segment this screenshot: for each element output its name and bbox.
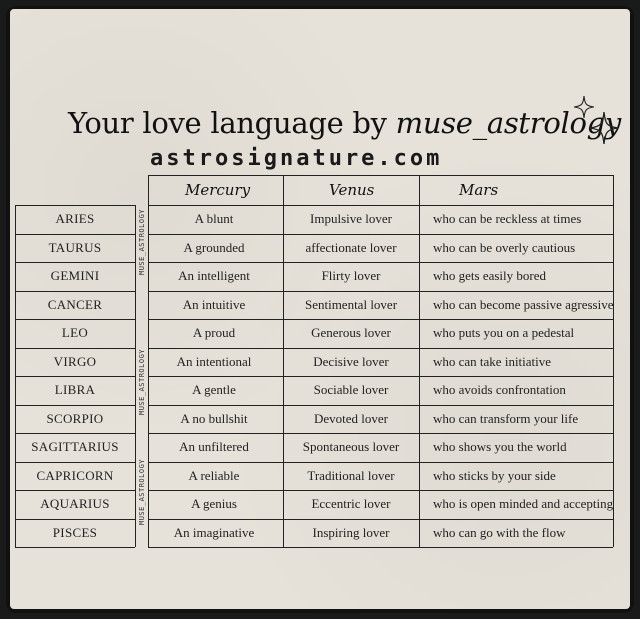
sign-cell: VIRGO bbox=[53, 353, 97, 369]
mercury-cell: A grounded bbox=[183, 239, 245, 255]
mercury-cell: An unfiltered bbox=[179, 439, 249, 454]
watermark-text: MUSE_ASTROLOGY bbox=[138, 458, 146, 525]
mars-cell: who puts you on a pedestal bbox=[433, 325, 575, 340]
venus-cell: Sociable lover bbox=[313, 382, 389, 397]
watermark-text: MUSE_ASTROLOGY bbox=[138, 348, 146, 415]
mercury-cell: An intentional bbox=[176, 353, 252, 369]
sign-cell: SAGITTARIUS bbox=[31, 439, 119, 454]
sign-cell: CANCER bbox=[47, 296, 103, 312]
mercury-cell: An intuitive bbox=[182, 296, 246, 312]
mercury-cell: A gentle bbox=[192, 382, 236, 397]
table-row bbox=[15, 519, 613, 548]
table-row bbox=[15, 291, 613, 320]
sign-cell: ARIES bbox=[55, 211, 95, 226]
venus-cell: Generous lover bbox=[311, 325, 391, 340]
table-border bbox=[148, 175, 613, 176]
table-row bbox=[15, 348, 613, 377]
mercury-cell: A proud bbox=[192, 325, 236, 340]
mars-cell: who can become passive agressive bbox=[433, 296, 614, 312]
sparkle-icon bbox=[590, 112, 618, 144]
table-row bbox=[15, 376, 613, 405]
column-header-venus: Venus bbox=[329, 181, 375, 199]
column-header-mars: Mars bbox=[459, 181, 499, 199]
table-row bbox=[15, 234, 613, 263]
table-border bbox=[148, 547, 613, 548]
mercury-cell: A reliable bbox=[188, 467, 240, 483]
venus-cell: Spontaneous lover bbox=[302, 439, 400, 454]
table-row bbox=[15, 205, 613, 234]
table-border bbox=[613, 175, 614, 547]
sign-cell: LEO bbox=[61, 325, 89, 340]
mars-cell: who can be overly cautious bbox=[433, 239, 576, 255]
mercury-cell: An imaginative bbox=[173, 524, 255, 540]
table-row bbox=[15, 262, 613, 291]
column-header-mercury: Mercury bbox=[185, 181, 251, 199]
table-border bbox=[15, 547, 135, 548]
sign-cell: SCORPIO bbox=[46, 410, 104, 426]
sign-cell: TAURUS bbox=[48, 239, 102, 255]
sign-cell: PISCES bbox=[52, 524, 98, 540]
title-brand: muse_astrology bbox=[395, 106, 621, 140]
mars-cell: who avoids confrontation bbox=[433, 382, 566, 397]
venus-cell: Traditional lover bbox=[307, 467, 395, 483]
sign-cell: AQUARIUS bbox=[40, 496, 110, 511]
mercury-cell: A blunt bbox=[194, 211, 234, 226]
table-row bbox=[15, 319, 613, 348]
venus-cell: Impulsive lover bbox=[310, 211, 392, 226]
venus-cell: Devoted lover bbox=[313, 410, 388, 426]
title-prefix: Your love language by bbox=[68, 106, 396, 140]
sign-cell: CAPRICORN bbox=[36, 467, 114, 483]
venus-cell: Flirty lover bbox=[321, 268, 381, 283]
mars-cell: who sticks by your side bbox=[433, 467, 556, 483]
venus-cell: Sentimental lover bbox=[304, 296, 398, 312]
mercury-cell: An intelligent bbox=[178, 268, 250, 283]
table-row bbox=[15, 433, 613, 462]
mars-cell: who can transform your life bbox=[433, 410, 579, 426]
table-row bbox=[15, 490, 613, 519]
mars-cell: who shows you the world bbox=[433, 439, 567, 454]
sign-cell: LIBRA bbox=[54, 382, 96, 397]
mars-cell: who can be reckless at times bbox=[433, 211, 582, 226]
venus-cell: Inspiring lover bbox=[312, 524, 390, 540]
venus-cell: Decisive lover bbox=[313, 353, 389, 369]
table-row bbox=[15, 405, 613, 434]
subtitle-website: astrosignature.com bbox=[150, 146, 443, 171]
mercury-cell: A genius bbox=[191, 496, 237, 511]
mars-cell: who gets easily bored bbox=[433, 268, 547, 283]
page-title bbox=[68, 106, 621, 140]
mars-cell: who can take initiative bbox=[433, 353, 552, 369]
mars-cell: who can go with the flow bbox=[433, 524, 566, 540]
table-row bbox=[15, 462, 613, 491]
venus-cell: affectionate lover bbox=[305, 239, 397, 255]
venus-cell: Eccentric lover bbox=[311, 496, 391, 511]
love-language-table bbox=[15, 175, 613, 547]
mercury-cell: A no bullshit bbox=[180, 410, 248, 426]
sign-cell: GEMINI bbox=[50, 268, 100, 283]
mars-cell: who is open minded and accepting bbox=[433, 496, 614, 511]
watermark-text: MUSE_ASTROLOGY bbox=[138, 208, 146, 275]
